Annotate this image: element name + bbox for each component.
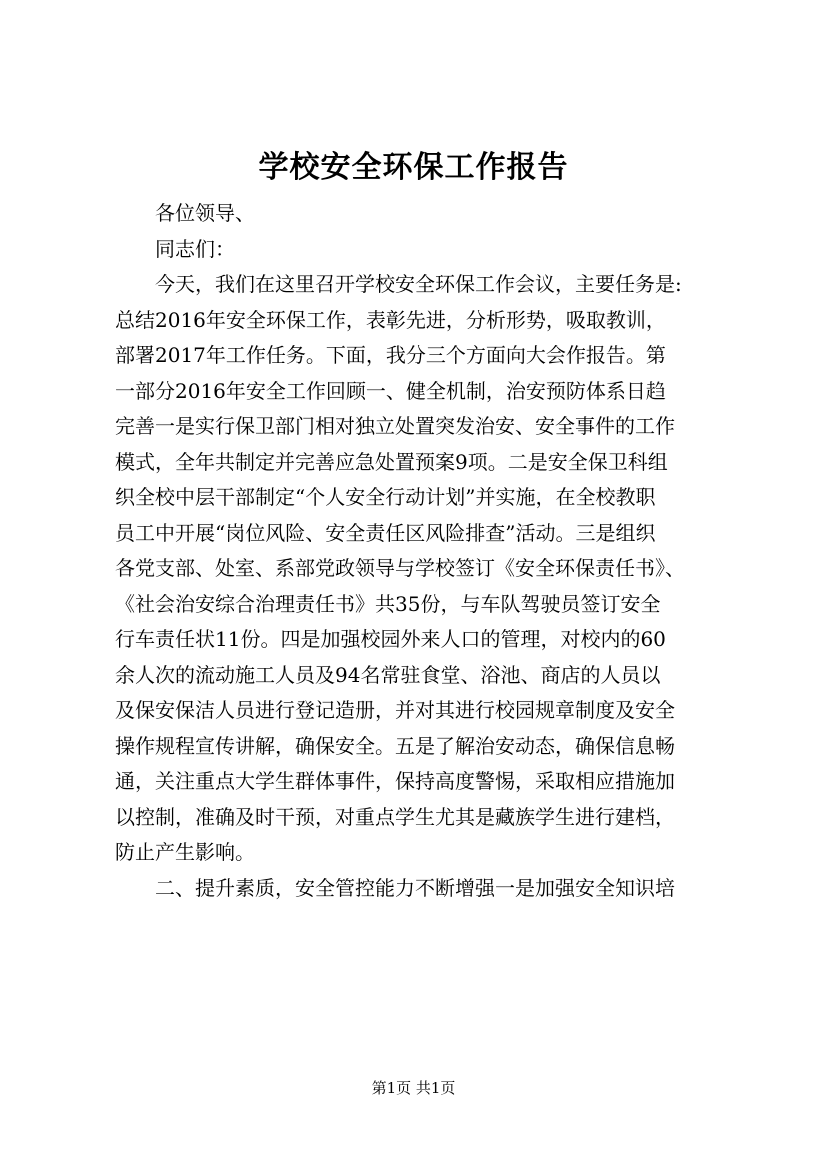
paragraph-line: 完善一是实行保卫部门相对独立处置突发治安、安全事件的工作 [115, 414, 675, 438]
paragraph-line: 一部分2016年安全工作回顾一、健全机制，治安预防体系日趋 [115, 378, 666, 403]
paragraph-line: 通，关注重点大学生群体事件，保持高度警惕，采取相应措施加 [115, 769, 675, 793]
paragraph-line: 今天，我们在这里召开学校安全环保工作会议，主要任务是: [155, 272, 682, 296]
salutation-line: 各位领导、 [155, 201, 255, 225]
salutation-line: 同志们： [155, 236, 235, 261]
paragraph-line: 防止产生影响。 [115, 840, 255, 864]
page-footer: 第1页 共1页 [371, 1079, 456, 1097]
paragraph-line: 及保安保洁人员进行登记造册，并对其进行校园规章制度及安全 [115, 698, 675, 722]
paragraph-line: 《社会治安综合治理责任书》共35份，与车队驾驶员签订安全 [115, 591, 661, 616]
paragraph-line: 织全校中层干部制定“个人安全行动计划”并实施，在全校教职 [115, 485, 656, 509]
paragraph-line: 以控制，准确及时干预，对重点学生尤其是藏族学生进行建档， [115, 804, 675, 829]
paragraph-line: 模式，全年共制定并完善应急处置预案9项。二是安全保卫科组 [115, 449, 668, 474]
document-body [115, 196, 727, 906]
paragraph-line: 各党支部、处室、系部党政领导与学校签订《安全环保责任书》、 [115, 556, 685, 580]
paragraph-line: 员工中开展“岗位风险、安全责任区风险排查”活动。三是组织 [115, 520, 656, 545]
document-title: 学校安全环保工作报告 [258, 150, 569, 185]
paragraph-line: 总结2016年安全环保工作，表彰先进，分析形势，吸取教训， [115, 307, 666, 332]
paragraph-line: 余人次的流动施工人员及94名常驻食堂、浴池、商店的人员以 [115, 662, 661, 687]
paragraph-line: 行车责任状11份。四是加强校园外来人口的管理，对校内的60 [115, 627, 666, 651]
paragraph-line: 二、提升素质，安全管控能力不断增强一是加强安全知识培 [155, 875, 675, 900]
paragraph-line: 操作规程宣传讲解，确保安全。五是了解治安动态，确保信息畅 [115, 733, 675, 758]
paragraph-line: 部署2017年工作任务。下面，我分三个方面向大会作报告。第 [115, 343, 666, 367]
